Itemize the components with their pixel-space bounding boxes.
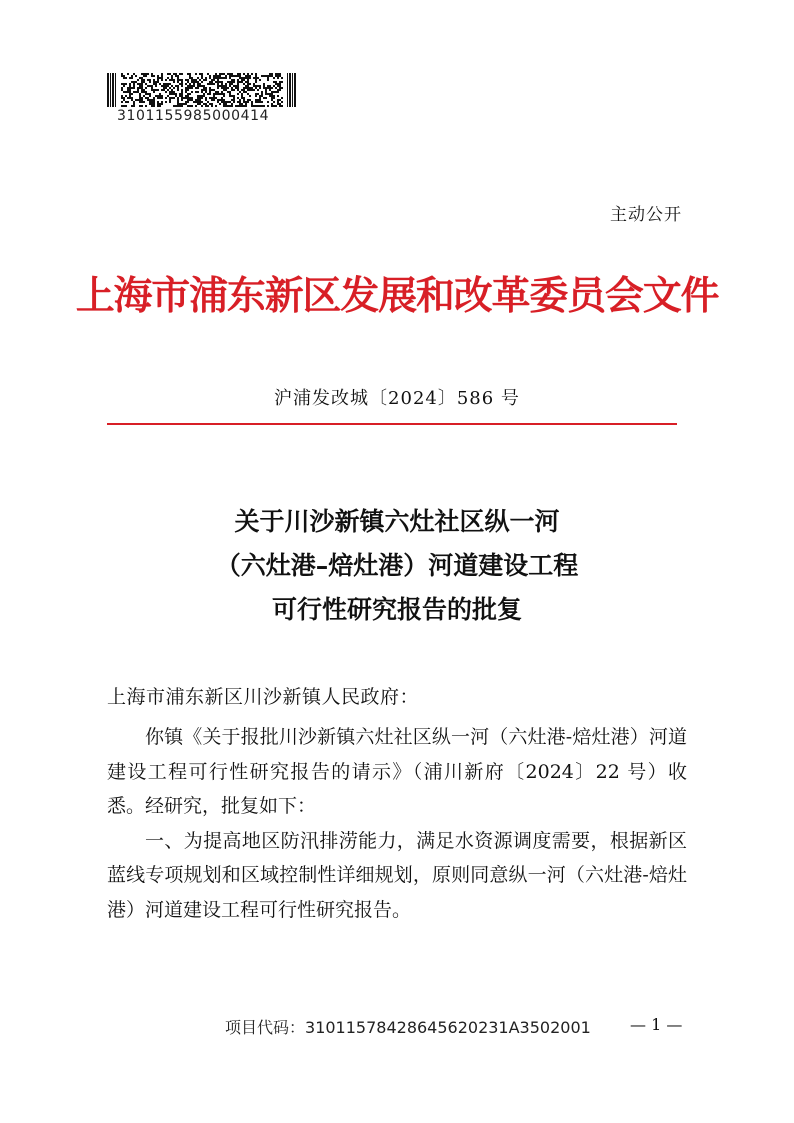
document-number: 沪浦发改城〔2024〕586 号 [274,388,520,409]
disclosure-label: 主动公开 [610,205,682,225]
page-number: — 1 — [630,1015,683,1034]
body-text [107,720,687,927]
recipient: 上海市浦东新区川沙新镇人民政府： [107,686,420,708]
title-line: （六灶港–焙灶港）河道建设工程 [215,551,579,580]
project-code [225,1015,591,1038]
barcode [107,73,297,107]
project-code-label: 项目代码： [225,1018,306,1037]
title-line: 关于川沙新镇六灶社区纵一河 [234,507,560,536]
body-paragraph: 一、为提高地区防汛排涝能力，满足水资源调度需要，根据新区蓝线专项规划和区域控制性详细规划，原则同意纵一河（六灶港-焙灶港）河道建设工程可行性研究报告。 [107,829,687,921]
issuer-title: 上海市浦东新区发展和改革委员会文件 [75,273,719,319]
red-divider-line [107,423,677,425]
document-title [0,500,794,632]
title-line: 可行性研究报告的批复 [271,595,522,624]
body-paragraph: 你镇《关于报批川沙新镇六灶社区纵一河（六灶港-焙灶港）河道建设工程可行性研究报告的请示》（浦川新府〔2024〕22 号）收悉。经研究，批复如下： [107,726,687,817]
project-code-value: 31011578428645620231A3502001 [305,1018,591,1037]
barcode-number: 3101155985000414 [117,108,270,124]
